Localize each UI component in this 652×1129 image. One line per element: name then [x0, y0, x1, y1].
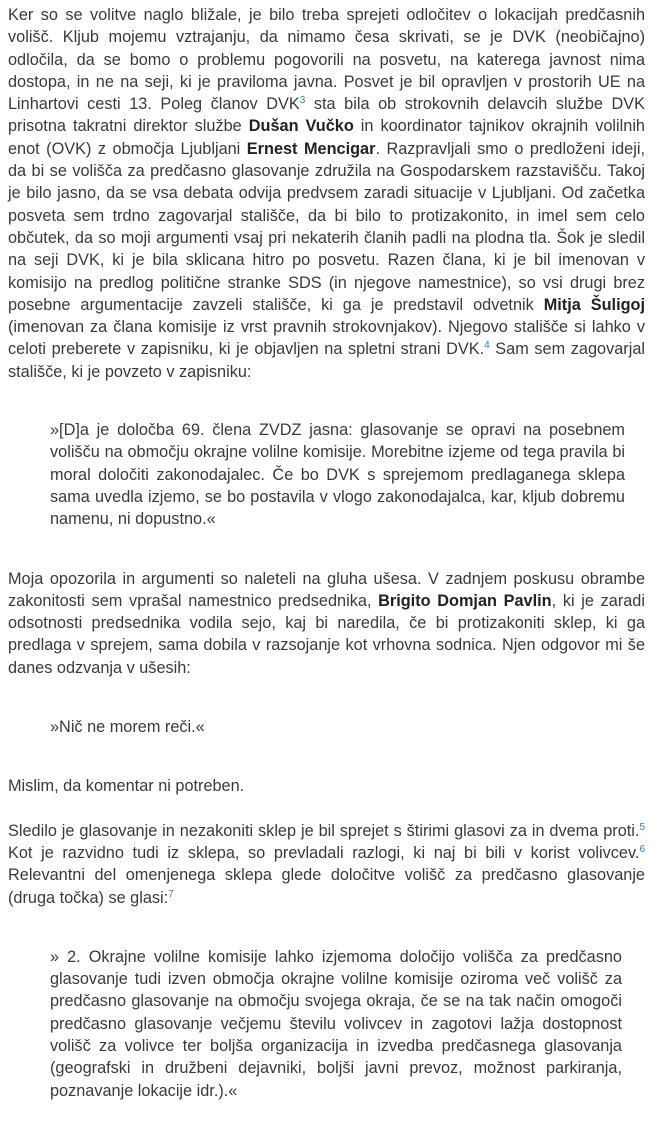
paragraph-text: (imenovan za člana komisije iz vrst pravnih strokovnjakov). Njegovo stališče si lahko v celoti preberete v zapisniku, ki je objavljen na spletni strani DVK.	[8, 318, 645, 359]
paragraph-text: Ker so se volitve naglo bližale, je bilo treba sprejeti odločitev o lokacijah predčasnih volišč. Kljub mojemu vztrajanju, da nimamo česa skrivati, se je DVK (neobičajno) odločila, da se bomo o problemu pogovorili na posvetu, na katerega javnost nima dostopa, in ne na seji, ki je praviloma javna. Posvet je bil opravljen v prostorih UE na Linhartovi cesti 13. Poleg članov DVK	[8, 6, 645, 114]
footnote-ref-5[interactable]	[639, 822, 645, 833]
blockquote-1: »[D]a je določba 69. člena ZVDZ jasna: glasovanje se opravi na posebnem volišču na območju okrajne volilne komisije. Morebitne izjeme od tega pravila bi moral določiti zakonodajalec. Če bo DVK s sprejemom predlaganega sklepa sama uvedla izjemo, se bo postavila v vlogo zakonodajalca, kar, kljub dobremu namenu, ni dopustno.«	[50, 421, 625, 529]
blockquote-2: »Nič ne morem reči.«	[50, 718, 205, 737]
footnote-ref-7[interactable]	[168, 889, 174, 900]
footnote-link[interactable]: 5	[639, 821, 645, 833]
paragraph-text: Moja opozorila in argumenti so naleteli na gluha ušesa. V zadnjem poskusu obrambe zakonitosti sem vprašal namestnico predsednika,	[8, 569, 645, 610]
paragraph-text: Relevantni del omenjenega sklepa glede določitve volišč za predčasno glasovanje (druga točka) se glasi:	[8, 866, 645, 907]
paragraph-text: Sam sem zagovarjal stališče, ki je povzeto v zapisniku:	[8, 340, 645, 381]
paragraph-text: Sledilo je glasovanje in nezakoniti sklep je bil sprejet s štirimi glasovi za in dvema proti.	[8, 821, 640, 840]
person-name-brigita-domjan-pavlin: Brigito Domjan Pavlin	[378, 591, 552, 610]
paragraph-3: Mislim, da komentar ni potreben.	[8, 777, 245, 796]
paragraph-text: , ki je zaradi odsotnosti predsednika vodila sejo, kaj bi naredila, če bi protizakoniti sklep, ki ga predlaga v sprejem, sama dobila v razsojanje kot vrhovna sodnica. Njen odgovor mi še danes odzvanja v ušesih:	[8, 591, 645, 677]
footnote-link[interactable]: 3	[299, 95, 306, 107]
person-name-mitja-suligoj: Mitja Šuligoj	[543, 295, 646, 314]
footnote-link[interactable]: 4	[484, 340, 490, 352]
paragraph-text: Kot je razvidno tudi iz sklepa, so prevladali razlogi, ki naj bi bili v korist volivcev.	[8, 843, 640, 862]
paragraph-text: sta bila ob strokovnih delavcih službe DVK prisotna takratni direktor službe	[8, 95, 645, 136]
footnote-link[interactable]: 6	[639, 843, 645, 855]
paragraph-2	[8, 568, 645, 679]
paragraph-text: in koordinator tajnikov okrajnih volilnih enot (OVK) z območja Ljubljani	[8, 117, 645, 158]
paragraph-4	[8, 820, 645, 909]
blockquote-3: » 2. Okrajne volilne komisije lahko izjemoma določijo volišča za predčasno glasovanje tudi izven območja okrajne volilne komisije oziroma več volišč za predčasno glasovanje na območju svojega okraja, če se na tak način omogoči predčasno glasovanje večjemu številu volivcev in zagotovi lažja dostopnost volišč za volivce ter boljša organizacija in izvedba predčasnega glasovanja (geografski in družbeni dejavniki, boljši javni prevoz, možnost parkiranja, poznavanje lokacije idr.).«	[50, 947, 622, 1100]
paragraph-1	[8, 4, 645, 383]
footnote-ref-6[interactable]	[639, 844, 645, 855]
footnote-link[interactable]: 7	[168, 888, 174, 900]
paragraph-text: . Razpravljali smo o predloženi ideji, da bi se volišča za predčasno glasovanje združila na Gospodarskem razstavišču. Takoj je bilo jasno, da se vsa debata odvija predvsem zaradi situacije v Ljubljani. Od začetka posveta sem trdno zagovarjal stališče, da bi bilo to protizakonito, in imel sem celo občutek, da so moji argumenti vsaj pri nekaterih članih padli na plodna tla. Šok je sledil na seji DVK, ki je bila sklicana hitro po posvetu. Razen člana, ki je bil imenovan v komisijo na predlog politične stranke SDS (in njegove namestnice), so vsi drugi brez posebne argumentacije zavzeli stališče, ki ga je predstavil odvetnik	[8, 139, 645, 314]
person-name-dusan-vucko: Dušan Vučko	[248, 117, 354, 136]
person-name-ernest-mencigar: Ernest Mencigar	[246, 139, 376, 158]
